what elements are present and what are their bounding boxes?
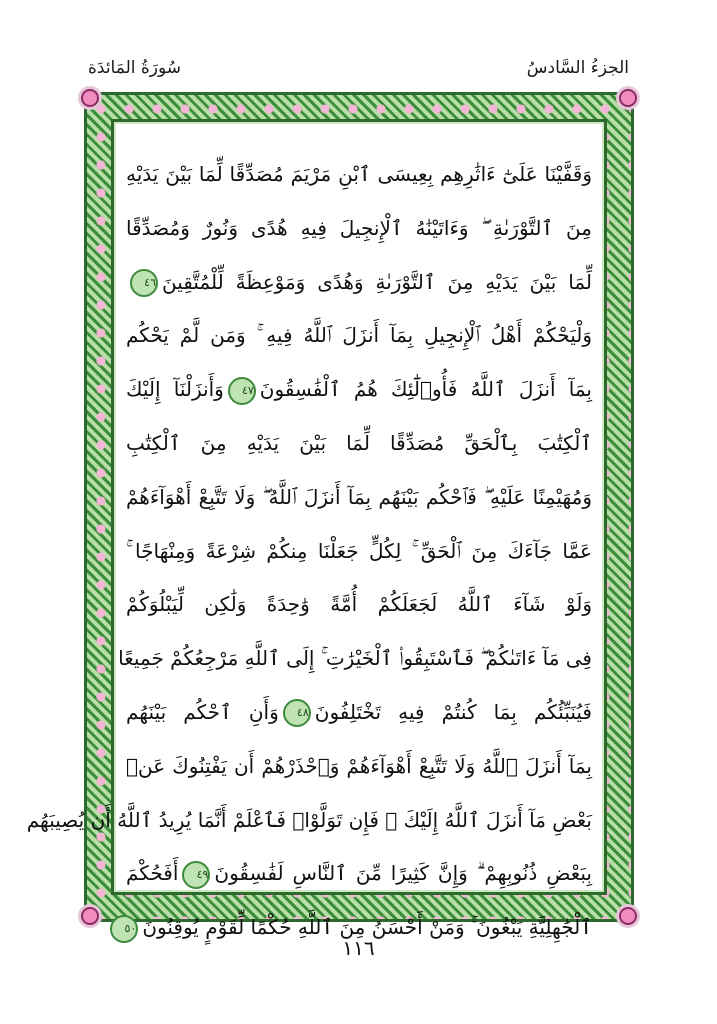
ayah-marker: ٥٠ bbox=[110, 915, 138, 943]
quran-text-body bbox=[26, 148, 593, 940]
juz-header: الجزءُ السَّادسُ bbox=[526, 58, 629, 78]
page-number: ١١٦ bbox=[342, 936, 375, 960]
frame-rosette-icon bbox=[619, 907, 637, 925]
frame-rosette-icon bbox=[619, 89, 637, 107]
quran-line: ٱلْجَٰهِلِيَّةِ يَبْغُونَ ۚ وَمَنْ أَحْسَنُ مِنَ ٱللَّهِ حُكْمًا لِّقَوْمٍ يُوقِنُونَ٥٠ bbox=[126, 901, 592, 955]
quran-line: وَقَفَّيْنَا عَلَىٰٓ ءَاثَٰرِهِم بِعِيسَى ٱبْنِ مَرْيَمَ مُصَدِّقًا لِّمَا بَيْنَ يَدَيْهِ bbox=[126, 162, 592, 186]
surah-header: سُورَةُ المَائدَة bbox=[88, 58, 182, 78]
frame-rosette-icon bbox=[81, 89, 99, 107]
quran-line: لِّمَا بَيْنَ يَدَيْهِ مِنَ ٱلتَّوْرَىٰةِ وَهُدًى وَمَوْعِظَةً لِّلْمُتَّقِينَ٤٦ bbox=[126, 256, 592, 310]
quran-line: بِمَآ أَنزَلَ ٱللَّهُ فَأُو۟لَٰٓئِكَ هُمُ ٱلْفَٰسِقُونَ٤٧وَأَنزَلْنَآ إِلَيْكَ bbox=[126, 363, 592, 417]
ayah-marker: ٤٧ bbox=[228, 377, 256, 405]
quran-line: بِبَعْضِ ذُنُوبِهِمْ ۗ وَإِنَّ كَثِيرًا مِّنَ ٱلنَّاسِ لَفَٰسِقُونَ٤٩أَفَحُكْمَ bbox=[126, 847, 592, 901]
quran-line: فِى مَآ ءَاتَىٰكُمْ ۖ فَٱسْتَبِقُوا۟ ٱلْخَيْرَٰتِ ۚ إِلَى ٱللَّهِ مَرْجِعُكُمْ جَمِيعًا bbox=[118, 646, 592, 671]
quran-line: مِنَ ٱلتَّوْرَىٰةِ ۖ وَءَاتَيْنَٰهُ ٱلْإِنجِيلَ فِيهِ هُدًى وَنُورٌ وَمُصَدِّقًا bbox=[126, 215, 592, 240]
quran-line: وَلَوْ شَآءَ ٱللَّهُ لَجَعَلَكُمْ أُمَّةً وَٰحِدَةً وَلَٰكِن لِّيَبْلُوَكُمْ bbox=[126, 592, 592, 617]
quran-line: وَلْيَحْكُمْ أَهْلُ ٱلْإِنجِيلِ بِمَآ أَنزَلَ ٱللَّهُ فِيهِ ۚ وَمَن لَّمْ يَحْكُم bbox=[126, 323, 592, 348]
ayah-marker: ٤٦ bbox=[130, 269, 158, 297]
quran-line: بَعْضِ مَآ أَنزَلَ ٱللَّهُ إِلَيْكَ ۖ فَإِن تَوَلَّوْا۟ فَٱعْلَمْ أَنَّمَا يُرِيدُ ٱللَّهُ أَن يُصِيبَهُم bbox=[26, 807, 592, 832]
decorative-page-frame bbox=[26, 92, 634, 940]
text-panel bbox=[26, 119, 607, 940]
frame-rosette-icon bbox=[81, 907, 99, 925]
ayah-marker: ٤٨ bbox=[283, 699, 311, 727]
ayah-marker: ٤٩ bbox=[182, 861, 210, 889]
quran-line: فَيُنَبِّئُكُم بِمَا كُنتُمْ فِيهِ تَخْتَلِفُونَ٤٨وَأَنِ ٱحْكُم بَيْنَهُم bbox=[126, 686, 592, 740]
quran-line: بِمَآ أَنزَلَ ٱللَّهُ وَلَا تَتَّبِعْ أَهْوَآءَهُمْ وَٱحْذَرْهُمْ أَن يَفْتِنُوكَ عَنۢ bbox=[126, 753, 592, 778]
quran-line: ٱلْكِتَٰبَ بِٱلْحَقِّ مُصَدِّقًا لِّمَا بَيْنَ يَدَيْهِ مِنَ ٱلْكِتَٰبِ bbox=[126, 430, 592, 455]
quran-line: عَمَّا جَآءَكَ مِنَ ٱلْحَقِّ ۚ لِكُلٍّ جَعَلْنَا مِنكُمْ شِرْعَةً وَمِنْهَاجًا ۚ bbox=[126, 538, 592, 563]
quran-line: وَمُهَيْمِنًا عَلَيْهِ ۖ فَٱحْكُم بَيْنَهُم بِمَآ أَنزَلَ ٱللَّهُ ۖ وَلَا تَتَّبِعْ أَهْوَآءَهُمْ bbox=[126, 484, 592, 509]
